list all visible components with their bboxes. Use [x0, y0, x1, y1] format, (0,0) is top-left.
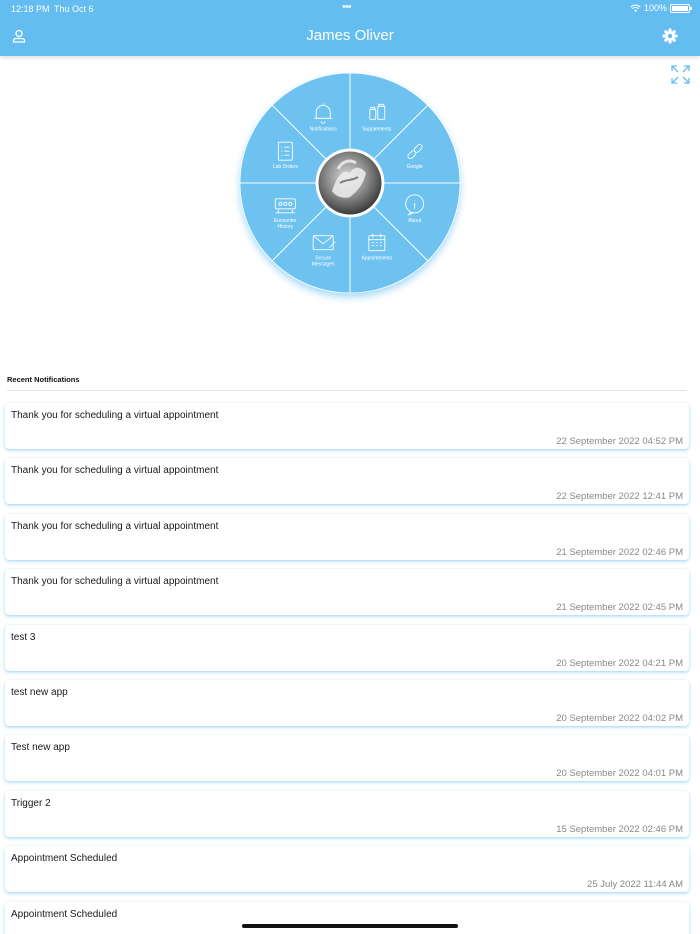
notification-title: Appointment Scheduled	[11, 908, 118, 920]
notification-date: 20 September 2022 04:21 PM	[556, 657, 683, 669]
notification-title: Test new app	[11, 742, 70, 754]
home-indicator[interactable]	[242, 924, 458, 928]
notification-card[interactable]	[5, 846, 689, 892]
page-title: James Oliver	[306, 27, 394, 44]
top-bar	[0, 0, 700, 56]
notification-title: Appointment Scheduled	[11, 853, 118, 865]
menu-wheel	[240, 73, 460, 293]
multitasking-dots-icon[interactable]: •••	[342, 1, 351, 13]
wheel-item-label: Encounter	[273, 217, 297, 224]
notification-title: Thank you for scheduling a virtual appointment	[11, 520, 219, 532]
notification-date: 21 September 2022 02:46 PM	[556, 546, 683, 558]
notification-title: test new app	[11, 686, 68, 698]
notification-card[interactable]	[5, 902, 689, 934]
status-time: 12:18 PM	[11, 4, 50, 14]
notification-date: 22 September 2022 12:41 PM	[556, 491, 683, 503]
wheel-item-label: Secure	[315, 255, 332, 262]
notification-title: Trigger 2	[11, 797, 51, 809]
wheel-item-label: About	[408, 217, 422, 224]
notification-date: 20 September 2022 04:01 PM	[556, 768, 683, 780]
notification-title: Thank you for scheduling a virtual appointment	[11, 576, 219, 588]
notification-date: 15 September 2022 02:46 PM	[556, 823, 683, 835]
notification-card[interactable]	[5, 403, 689, 449]
notification-card[interactable]	[5, 458, 689, 504]
divider	[7, 390, 687, 391]
notification-card[interactable]	[5, 569, 689, 615]
notification-date: 22 September 2022 04:52 PM	[556, 436, 683, 447]
wifi-icon	[630, 4, 641, 13]
wheel-item-label: Lab Orders	[272, 164, 298, 171]
recent-notifications-heading: Recent Notifications	[7, 375, 80, 384]
notification-date: 20 September 2022 04:02 PM	[556, 712, 683, 724]
wheel-item-label: Appointments	[361, 255, 393, 262]
wheel-item-label: Supplements	[362, 126, 392, 133]
notification-title: test 3	[11, 631, 36, 643]
gear-icon[interactable]	[660, 26, 680, 46]
avatar[interactable]	[316, 149, 384, 217]
wheel-item-label: Notifications	[309, 126, 337, 133]
notification-card[interactable]	[5, 625, 689, 671]
notification-card[interactable]	[5, 735, 689, 781]
notification-title: Thank you for scheduling a virtual appointment	[11, 465, 219, 477]
notification-card[interactable]	[5, 680, 689, 726]
notification-card[interactable]	[5, 791, 689, 837]
status-date: Thu Oct 6	[54, 4, 94, 14]
notification-date: 25 July 2022 11:44 AM	[587, 879, 683, 891]
battery-icon	[670, 4, 690, 13]
notification-card[interactable]	[5, 514, 689, 560]
status-right	[630, 3, 690, 13]
wheel-item-label: Messages	[311, 261, 335, 268]
notification-title: Thank you for scheduling a virtual appointment	[11, 410, 219, 421]
battery-percent: 100%	[643, 3, 667, 13]
wheel-item-label: Google	[406, 164, 423, 171]
notification-date: 21 September 2022 02:45 PM	[556, 602, 683, 614]
notification-list	[5, 403, 689, 934]
expand-icon[interactable]	[671, 65, 690, 84]
wheel-item-label: History	[277, 223, 294, 230]
